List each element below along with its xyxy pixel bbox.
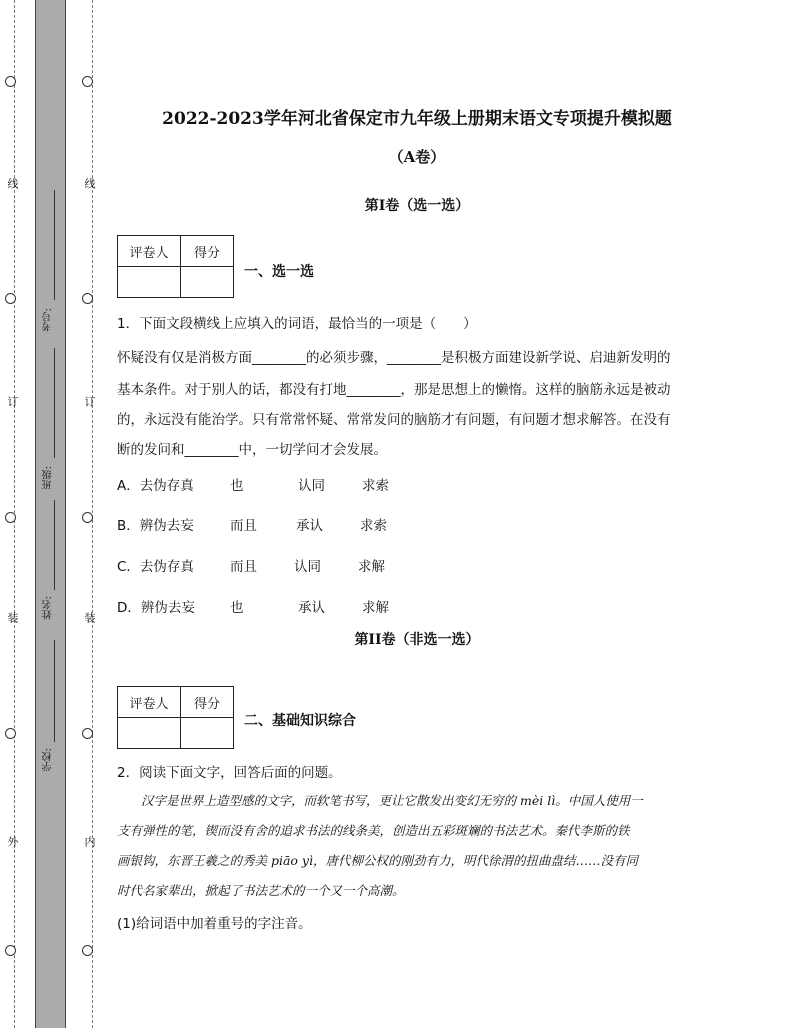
punch-hole	[5, 728, 16, 739]
option-c[interactable]	[117, 555, 385, 575]
option-a-3: 认同	[298, 478, 325, 494]
score-header: 得分	[181, 687, 234, 718]
exam-title: 2022-2023学年河北省保定市九年级上册期末语文专项提升模拟题	[162, 109, 672, 129]
section-two-title: 二、基础知识综合	[244, 713, 356, 729]
option-c-3: 认同	[294, 559, 321, 575]
option-b-1: B．辨伪去妄	[117, 518, 194, 534]
part-one-heading: 第I卷（选一选）	[364, 198, 470, 214]
score-header: 得分	[181, 236, 234, 267]
margin-char-inner: 线	[83, 178, 96, 189]
margin-char-outer: 外	[6, 836, 19, 847]
question-one-text-line: 断的发问和________中，一切学问才会发展。	[117, 442, 387, 458]
score-cell[interactable]	[181, 718, 234, 749]
option-c-4: 求解	[358, 559, 385, 575]
option-c-1: C．去伪存真	[117, 559, 194, 575]
option-a[interactable]	[117, 474, 389, 494]
score-table	[117, 235, 234, 298]
score-table-2	[117, 686, 234, 749]
field-label-school: 学校:	[43, 748, 54, 772]
question-two: 2．阅读下面文字，回答后面的问题。	[117, 765, 342, 781]
passage-line: 汉字是世界上造型感的文字，而软笔书写，更让它散发出变幻无穷的 mèi lì。中国人使用一	[141, 793, 643, 808]
option-d[interactable]	[117, 596, 389, 616]
reviewer-cell[interactable]	[118, 718, 181, 749]
question-one: 1．下面文段横线上应填入的词语，最恰当的一项是（ ）	[117, 316, 477, 332]
punch-hole	[5, 512, 16, 523]
section-one-title: 一、选一选	[244, 264, 314, 280]
margin-char-outer: 线	[6, 178, 19, 189]
option-a-1: A．去伪存真	[117, 478, 194, 494]
option-d-2: 也	[230, 600, 244, 616]
class-field[interactable]	[54, 348, 55, 458]
punch-hole	[82, 945, 93, 956]
part-two-heading: 第II卷（非选一选）	[354, 632, 480, 648]
exam-subtitle: （A卷）	[388, 148, 446, 166]
option-d-3: 承认	[298, 600, 325, 616]
passage-line: 支有弹性的笔，锲而没有舍的追求书法的线条美，创造出五彩斑斓的书法艺术。秦代李斯的铁	[117, 823, 630, 838]
punch-hole	[5, 945, 16, 956]
field-label-name: 姓名:	[43, 596, 54, 620]
margin-char-inner: 订	[83, 396, 96, 407]
score-cell[interactable]	[181, 267, 234, 298]
reviewer-cell[interactable]	[118, 267, 181, 298]
option-b-2: 而且	[230, 518, 257, 534]
question-one-text-line: 基本条件。对于别人的话，都没有打地________，那是思想上的懒惰。这样的脑筋永远是被动	[117, 382, 671, 398]
margin-char-inner: 内	[83, 836, 96, 847]
margin-char-outer: 装	[6, 612, 19, 623]
margin-char-outer: 订	[6, 396, 19, 407]
field-label-class: 班级:	[43, 466, 54, 490]
question-one-text-line: 怀疑没有仅是消极方面________的必须步骤，________是积极方面建设新学说、启迪新发明的	[117, 350, 671, 366]
punch-hole	[82, 512, 93, 523]
passage-line: 画银钩，东晋王羲之的秀美 piāo yì，唐代柳公权的刚劲有力，明代徐渭的扭曲盘结……没有同	[117, 853, 638, 868]
punch-hole	[82, 76, 93, 87]
option-b-3: 承认	[296, 518, 323, 534]
school-field[interactable]	[54, 640, 55, 742]
name-field[interactable]	[54, 500, 55, 590]
option-b-4: 求索	[360, 518, 387, 534]
question-one-text-line: 的，永远没有能治学。只有常常怀疑、常常发问的脑筋才有问题，有问题才想求解答。在没有	[117, 412, 671, 428]
punch-hole	[82, 293, 93, 304]
punch-hole	[82, 728, 93, 739]
margin-char-inner: 装	[83, 612, 96, 623]
option-d-1: D．辨伪去妄	[117, 600, 195, 616]
reviewer-header: 评卷人	[118, 236, 181, 267]
option-b[interactable]	[117, 514, 387, 534]
option-d-4: 求解	[362, 600, 389, 616]
sub-question-one: (1)给词语中加着重号的字注音。	[117, 916, 312, 932]
option-a-2: 也	[230, 478, 244, 494]
option-a-4: 求索	[362, 478, 389, 494]
field-label-exam-number: 考号:	[43, 308, 54, 332]
option-c-2: 而且	[230, 559, 257, 575]
punch-hole	[5, 76, 16, 87]
passage-line: 时代名家辈出，掀起了书法艺术的一个又一个高潮。	[117, 883, 405, 898]
punch-hole	[5, 293, 16, 304]
reviewer-header: 评卷人	[118, 687, 181, 718]
